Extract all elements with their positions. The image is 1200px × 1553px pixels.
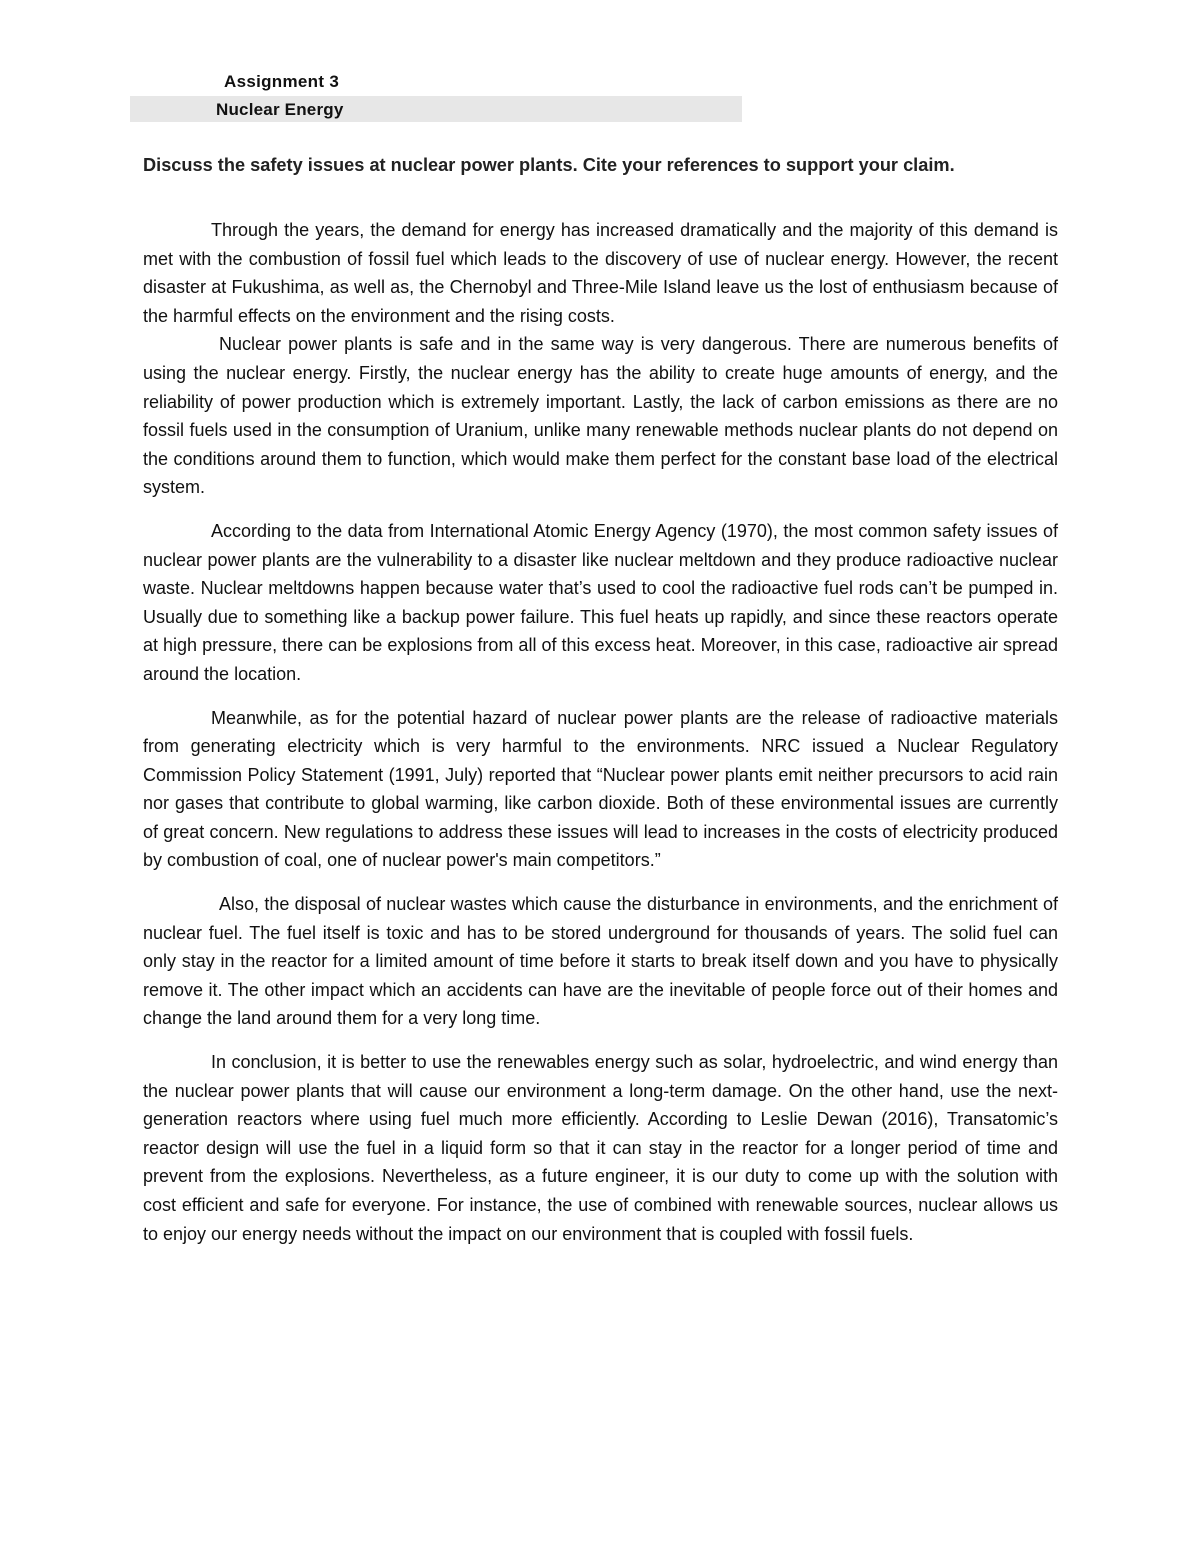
- paragraph-waste: Also, the disposal of nuclear wastes which cause the disturbance in environments, and the enrichment of nuclear fuel. The fuel itself is toxic and has to be stored underground for thousands of years. The solid fuel can only stay in the reactor for a limited amount of time before it starts to break itself down and you have to physically remove it. The other impact which an accidents can have are the inevitable of people force out of their homes and change the land around them for a very long time.: [143, 894, 1058, 1029]
- essay-prompt: Discuss the safety issues at nuclear power plants. Cite your references to support your claim.: [143, 155, 955, 175]
- paragraph-hazards: Meanwhile, as for the potential hazard of nuclear power plants are the release of radioactive materials from generating electricity which is very harmful to the environments. NRC issued a Nuclear Regulatory Commission Policy Statement (1991, July) reported that “Nuclear power plants emit neither precursors to acid rain nor gases that contribute to global warming, like carbon dioxide. Both of these environmental issues are currently of great concern. New regulations to address these issues will lead to increases in the costs of electricity produced by combustion of coal, one of nuclear power's main competitors.”: [143, 707, 1058, 871]
- assignment-title: Assignment 3: [224, 72, 340, 91]
- paragraph-intro: Through the years, the demand for energy has increased dramatically and the majority of this demand is met with the combustion of fossil fuel which leads to the discovery of use of nuclear energy. However, the recent disaster at Fukushima, as well as, the Chernobyl and Three-Mile Island leave us the lost of enthusiasm because of the harmful effects on the environment and the rising costs.: [143, 220, 1058, 326]
- paragraph-conclusion: In conclusion, it is better to use the renewables energy such as solar, hydroelectric, and wind energy than the nuclear power plants that will cause our environment a long-term damage. On the other hand, use the next-generation reactors where using fuel much more efficiently. According to Leslie Dewan (2016), Transatomic’s reactor design will use the fuel in a liquid form so that it can stay in the reactor for a longer period of time and prevent from the explosions. Nevertheless, as a future engineer, it is our duty to come up with the solution with cost efficient and safe for everyone. For instance, the use of combined with renewable sources, nuclear allows us to enjoy our energy needs without the impact on our environment that is coupled with fossil fuels.: [143, 1052, 1058, 1244]
- assignment-subtitle: Nuclear Energy: [216, 100, 344, 119]
- paragraph-safety-issues: According to the data from International Atomic Energy Agency (1970), the most common safety issues of nuclear power plants are the vulnerability to a disaster like nuclear meltdown and they produce radioactive nuclear waste. Nuclear meltdowns happen because water that’s used to cool the radioactive fuel rods can’t be pumped in. Usually due to something like a backup power failure. This fuel heats up rapidly, and since these reactors operate at high pressure, there can be explosions from all of this excess heat. Moreover, in this case, radioactive air spread around the location.: [143, 520, 1058, 684]
- essay-body: [143, 216, 1058, 1248]
- paragraph-benefits: Nuclear power plants is safe and in the same way is very dangerous. There are numerous benefits of using the nuclear energy. Firstly, the nuclear energy has the ability to create huge amounts of energy, and the reliability of power production which is extremely important. Lastly, the lack of carbon emissions as there are no fossil fuels used in the consumption of Uranium, unlike many renewable methods nuclear plants do not depend on the conditions around them to function, which would make them perfect for the constant base load of the electrical system.: [143, 334, 1058, 498]
